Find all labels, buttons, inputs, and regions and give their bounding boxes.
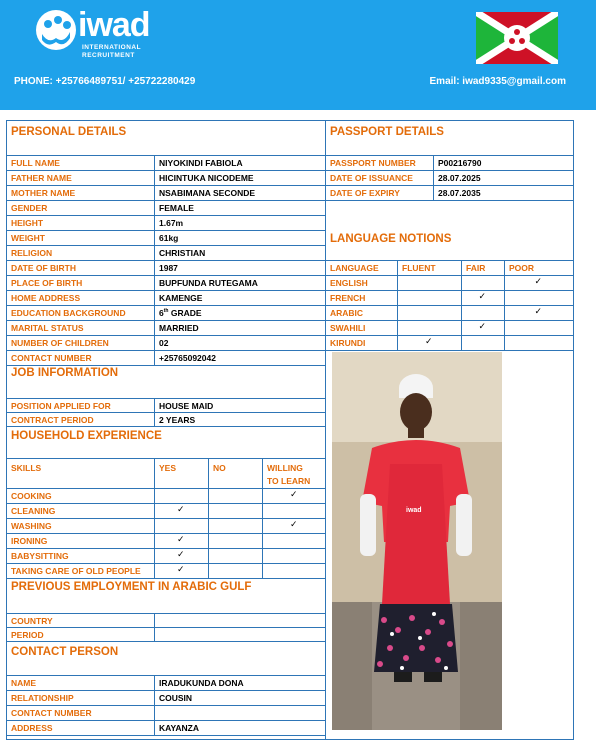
job-information-title: JOB INFORMATION [11, 367, 119, 379]
contact-value: KAYANZA [159, 723, 199, 733]
language-cell [504, 320, 574, 336]
skills-header: SKILLS [11, 463, 42, 473]
skill-cell [208, 503, 263, 519]
language-cell [397, 320, 462, 336]
field-value: 61kg [159, 233, 179, 243]
skill-name: WASHING [11, 521, 52, 531]
skill-cell [262, 503, 326, 519]
previous-employment-title: PREVIOUS EMPLOYMENT IN ARABIC GULF [11, 581, 252, 593]
field-value: NIYOKINDI FABIOLA [159, 158, 243, 168]
field-label: EDUCATION BACKGROUND [11, 308, 126, 318]
passport-value: P00216790 [438, 158, 482, 168]
willing-header: WILLING [267, 463, 303, 473]
field-value: 1987 [159, 263, 178, 273]
language-cell [397, 305, 462, 321]
field-value: HICINTUKA NICODEME [159, 173, 254, 183]
to-learn-header: TO LEARN [267, 476, 311, 486]
passport-label: DATE OF EXPIRY [330, 188, 400, 198]
field-value: 1.67m [159, 218, 184, 228]
apron-logo-text: iwad [406, 507, 422, 514]
contact-person-title: CONTACT PERSON [11, 646, 119, 658]
contact-label: NAME [11, 678, 37, 688]
field-label: NUMBER OF CHILDREN [11, 338, 109, 348]
personal-value-cell [154, 335, 326, 351]
candidate-photo [332, 352, 502, 730]
check-icon: ✓ [534, 306, 543, 316]
contact-value: IRADUKUNDA DONA [159, 678, 244, 688]
field-value: NSABIMANA SECONDE [159, 188, 256, 198]
logo-subtitle: INTERNATIONAL RECRUITMENT [82, 44, 142, 59]
job-label: CONTRACT PERIOD [11, 415, 94, 425]
skill-cell [262, 533, 326, 549]
language-name: SWAHILI [330, 323, 366, 333]
field-label: MOTHER NAME [11, 188, 76, 198]
passport-value: 28.07.2025 [438, 173, 481, 183]
passport-label: PASSPORT NUMBER [330, 158, 416, 168]
field-value: MARRIED [159, 323, 199, 333]
field-label: FULL NAME [11, 158, 60, 168]
field-value: FEMALE [159, 203, 194, 213]
field-value: KAMENGE [159, 293, 203, 303]
passport-details-title: PASSPORT DETAILS [330, 126, 444, 138]
language-header: FLUENT [402, 263, 436, 273]
language-cell [504, 335, 574, 351]
field-label: RELIGION [11, 248, 53, 258]
field-label: PLACE OF BIRTH [11, 278, 83, 288]
household-experience-title: HOUSEHOLD EXPERIENCE [11, 430, 162, 442]
previous-label: COUNTRY [11, 616, 53, 626]
language-name: ARABIC [330, 308, 364, 318]
field-label: WEIGHT [11, 233, 45, 243]
burundi-flag-icon [476, 12, 558, 64]
field-value: CHRISTIAN [159, 248, 206, 258]
contact-value-cell [154, 705, 326, 721]
previous-value-cell [154, 613, 326, 628]
phone-numbers: PHONE: +25766489751/ +25722280429 [14, 76, 196, 87]
field-value: BUPFUNDA RUTEGAMA [159, 278, 258, 288]
field-value: 02 [159, 338, 169, 348]
iwad-logo [36, 6, 166, 62]
language-header: POOR [509, 263, 535, 273]
skill-cell [154, 518, 209, 534]
skill-name: CLEANING [11, 506, 56, 516]
language-cell [504, 290, 574, 306]
language-cell [461, 335, 505, 351]
job-value: 2 YEARS [159, 415, 196, 425]
logo-wordmark: iwad [78, 6, 150, 44]
header-banner [0, 0, 596, 110]
skill-name: BABYSITTING [11, 551, 69, 561]
previous-label: PERIOD [11, 630, 44, 640]
check-icon: ✓ [177, 504, 185, 514]
skill-name: IRONING [11, 536, 48, 546]
check-icon: ✓ [478, 291, 487, 301]
check-icon: ✓ [290, 489, 298, 499]
field-label: CONTACT NUMBER [11, 353, 92, 363]
personal-value-cell [154, 260, 326, 276]
check-icon: ✓ [177, 564, 185, 574]
skill-cell [208, 488, 263, 504]
field-label: HEIGHT [11, 218, 44, 228]
field-label: DATE OF BIRTH [11, 263, 77, 273]
skill-cell [154, 488, 209, 504]
language-name: KIRUNDI [330, 338, 366, 348]
skill-cell [208, 548, 263, 564]
language-cell [461, 275, 505, 291]
skill-cell [262, 548, 326, 564]
language-cell [397, 275, 462, 291]
passport-label: DATE OF ISSUANCE [330, 173, 413, 183]
field-value: 6th GRADE [159, 308, 202, 318]
check-icon: ✓ [290, 519, 298, 529]
personal-value-cell [154, 230, 326, 246]
skill-cell [208, 533, 263, 549]
yes-header: YES [159, 463, 177, 473]
email-address: Email: iwad9335@gmail.com [429, 76, 566, 87]
language-cell [397, 290, 462, 306]
skill-name: COOKING [11, 491, 52, 501]
check-icon: ✓ [534, 276, 543, 286]
skill-cell [208, 563, 263, 579]
no-header: NO [213, 463, 226, 473]
personal-details-title: PERSONAL DETAILS [11, 126, 127, 138]
check-icon: ✓ [177, 549, 185, 559]
people-logo-icon [36, 10, 76, 50]
contact-label: ADDRESS [11, 723, 53, 733]
language-cell [461, 305, 505, 321]
job-label: POSITION APPLIED FOR [11, 401, 111, 411]
previous-value-cell [154, 627, 326, 642]
skill-name: TAKING CARE OF OLD PEOPLE [11, 566, 141, 576]
contact-label: CONTACT NUMBER [11, 708, 92, 718]
skill-cell [208, 518, 263, 534]
field-label: MARITAL STATUS [11, 323, 84, 333]
language-name: FRENCH [330, 293, 366, 303]
check-icon: ✓ [177, 534, 185, 544]
contact-value: COUSIN [159, 693, 193, 703]
check-icon: ✓ [425, 336, 433, 346]
check-icon: ✓ [478, 321, 487, 331]
field-label: FATHER NAME [11, 173, 72, 183]
language-name: ENGLISH [330, 278, 368, 288]
skill-cell [262, 563, 326, 579]
language-header: FAIR [466, 263, 486, 273]
contact-label: RELATIONSHIP [11, 693, 74, 703]
language-notions-title: LANGUAGE NOTIONS [330, 233, 452, 245]
field-value: +25765092042 [159, 353, 216, 363]
language-header: LANGUAGE [330, 263, 379, 273]
passport-value: 28.07.2035 [438, 188, 481, 198]
field-label: HOME ADDRESS [11, 293, 81, 303]
job-value: HOUSE MAID [159, 401, 214, 411]
field-label: GENDER [11, 203, 48, 213]
